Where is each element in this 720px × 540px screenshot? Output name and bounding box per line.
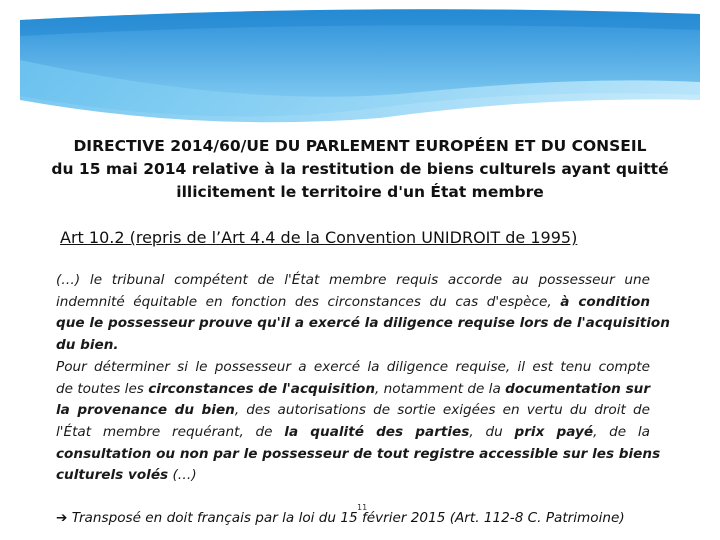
text-line: consultation ou non par le possesseur de tout registre accessible sur les biens [56,445,661,462]
article-text [56,270,670,487]
footnote-marker: 11 [357,503,368,512]
text-line: que le possesseur prouve qu'il a exercé la diligence requise lors de l'acquisition [56,315,670,332]
title-line-2: du 15 mai 2014 relative à la restitution de biens culturels ayant quitté [51,160,669,178]
title-line-3: illicitement le territoire d'un État membre [176,183,544,201]
article-heading: Art 10.2 (repris de l’Art 4.4 de la Convention UNIDROIT de 1995) [60,228,578,247]
page-title [40,135,680,204]
text-line: la provenance du bien, des autorisations de sortie exigées en vertu du droit de [56,402,650,419]
title-line-1: DIRECTIVE 2014/60/UE DU PARLEMENT EUROPÉEN ET DU CONSEIL [73,137,647,155]
transposition-note [56,510,625,526]
text-line: (…) le tribunal compétent de l'État membre requis accorde au possesseur une [56,272,650,288]
right-arrow-icon: ➔ [56,510,68,526]
text-line: culturels volés (…) [56,467,197,484]
text-line: du bien. [56,337,119,354]
text-line: l'État membre requérant, de la qualité des parties, du prix payé, de la [56,423,651,440]
text-line: Pour déterminer si le possesseur a exercé la diligence requise, il est tenu compte [56,358,650,375]
transposition-text: Transposé en doit français par la loi du 15 février 2015 (Art. 112-8 C. Patrimoine) [71,510,625,526]
text-line: de toutes les circonstances de l'acquisition, notamment de la documentation sur [56,380,651,397]
text-line: indemnité équitable en fonction des circonstances du cas d'espèce, à condition [56,293,651,310]
header-banner [0,0,720,130]
